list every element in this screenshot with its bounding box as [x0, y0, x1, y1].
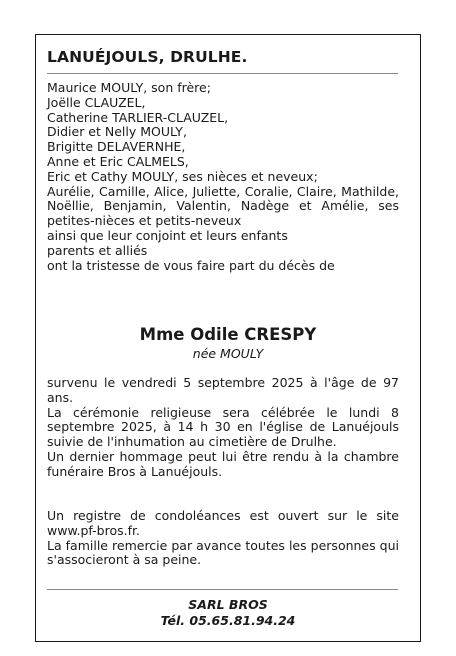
family-list — [47, 81, 399, 273]
family-line: petites-nièces et petits-neveux — [47, 213, 242, 229]
details-line: survenu le vendredi 5 septembre 2025 à l'âge de 97 — [47, 375, 399, 390]
top-divider — [47, 73, 398, 74]
family-line: Aurélie, Camille, Alice, Juliette, Coralie, Claire, Mathilde, — [47, 183, 399, 199]
bottom-divider — [47, 589, 398, 590]
obituary-notice — [35, 34, 421, 642]
family-line: Catherine TARLIER-CLAUZEL, — [47, 109, 229, 125]
family-line: ainsi que leur conjoint et leurs enfants — [47, 227, 288, 243]
details-line: suivie de l'inhumation au cimetière de Drulhe. — [47, 434, 337, 450]
family-line: Didier et Nelly MOULY, — [47, 124, 187, 140]
family-line: Noëllie, Benjamin, Valentin, Nadège et Amélie, ses — [47, 198, 399, 214]
registry-line: La famille remercie par avance toutes les personnes qui — [47, 537, 399, 553]
details-line: funéraire Bros à Lanuéjouls. — [47, 463, 223, 479]
details-line: La cérémonie religieuse sera célébrée le lundi 8 — [47, 404, 399, 420]
death-details — [47, 376, 399, 480]
registry-line: Un registre de condoléances est ouvert sur le site — [47, 508, 399, 523]
funeral-home-phone: Tél. 05.65.81.94.24 — [160, 612, 296, 628]
registry-line: www.pf-bros.fr. — [47, 522, 140, 538]
family-line: Anne et Eric CALMELS, — [47, 153, 189, 169]
family-line: parents et alliés — [47, 242, 148, 258]
family-line: ont la tristesse de vous faire part du décès de — [47, 257, 335, 273]
notice-location-header: LANUÉJOULS, DRULHE. — [47, 48, 248, 66]
registry-line: s'associeront à sa peine. — [47, 552, 202, 568]
family-line: Eric et Cathy MOULY, ses nièces et neveux; — [47, 168, 318, 184]
maiden-name: née MOULY — [192, 346, 264, 361]
details-line: Un dernier hommage peut lui être rendu à la chambre — [47, 448, 399, 464]
family-line: Joëlle CLAUZEL, — [47, 94, 146, 110]
funeral-home-block — [36, 597, 420, 628]
family-line: Brigitte DELAVERNHE, — [47, 139, 186, 155]
details-line: ans. — [47, 389, 74, 405]
deceased-name: Mme Odile CRESPY — [139, 325, 317, 344]
funeral-home-name: SARL BROS — [188, 597, 268, 612]
details-line: septembre 2025, à 14 h 30 en l'église de Lanuéjouls — [47, 419, 399, 435]
condolence-registry — [47, 509, 399, 568]
family-line: Maurice MOULY, son frère; — [47, 80, 211, 95]
